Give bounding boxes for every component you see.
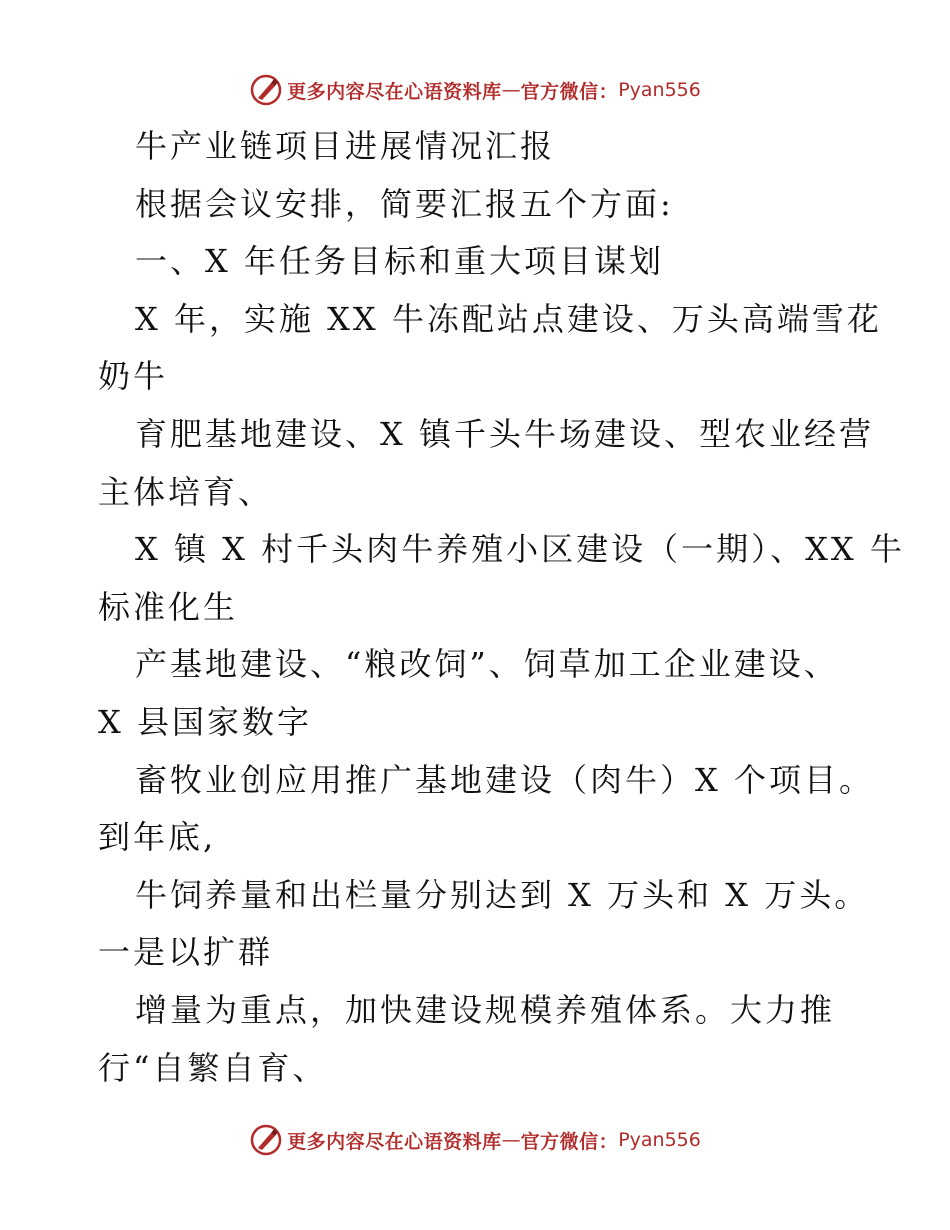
paragraph-line: 一是以扩群 [98,933,274,972]
paragraph-line: 畜牧业创应用推广基地建设（肉牛）X 个项目。 [135,760,874,799]
pen-logo-icon [249,73,283,107]
watermark-site-text: 更多内容尽在心语资料库 [287,80,502,103]
paragraph-line: 牛产业链项目进展情况汇报 [135,127,556,165]
watermark-contact-id: Pyan556 [618,1129,701,1151]
watermark-separator: — [501,79,521,101]
paragraph-line: 奶牛 [98,357,169,396]
paragraph-line: 产基地建设、“粮改饲”、饲草加工企业建设、 [135,645,839,684]
paragraph-line: 根据会议安排，简要汇报五个方面: [135,184,674,223]
watermark-site-text: 更多内容尽在心语资料库 [287,1130,502,1153]
watermark-contact-id: Pyan556 [618,79,701,101]
paragraph-line: X 县国家数字 [98,702,312,741]
paragraph-line: 主体培育、 [98,472,274,511]
paragraph-line: 育肥基地建设、X 镇千头牛场建设、型农业经营 [135,414,874,453]
watermark-header [0,70,950,110]
watermark-contact-label: 官方微信： [520,80,619,103]
paragraph-line: 一、X 年任务目标和重大项目谋划 [135,242,664,281]
paragraph-line: 行“自繁自育、 [98,1048,328,1087]
paragraph-line: X 镇 X 村千头肉牛养殖小区建设（一期）、XX 牛 [135,530,905,569]
paragraph-line: 到年底, [98,818,217,857]
watermark-separator: — [501,1129,521,1151]
paragraph-line: X 年，实施 XX 牛冻配站点建设、万头高端雪花 [135,299,882,338]
paragraph-line: 牛饲养量和出栏量分别达到 X 万头和 X 万头。 [135,875,870,914]
paragraph-line: 增量为重点，加快建设规模养殖体系。大力推 [135,990,836,1029]
watermark-footer [0,1120,950,1160]
watermark-contact-label: 官方微信： [520,1130,619,1153]
document-body [98,118,905,1097]
paragraph-line: 标准化生 [98,587,239,626]
pen-logo-icon [249,1123,283,1157]
